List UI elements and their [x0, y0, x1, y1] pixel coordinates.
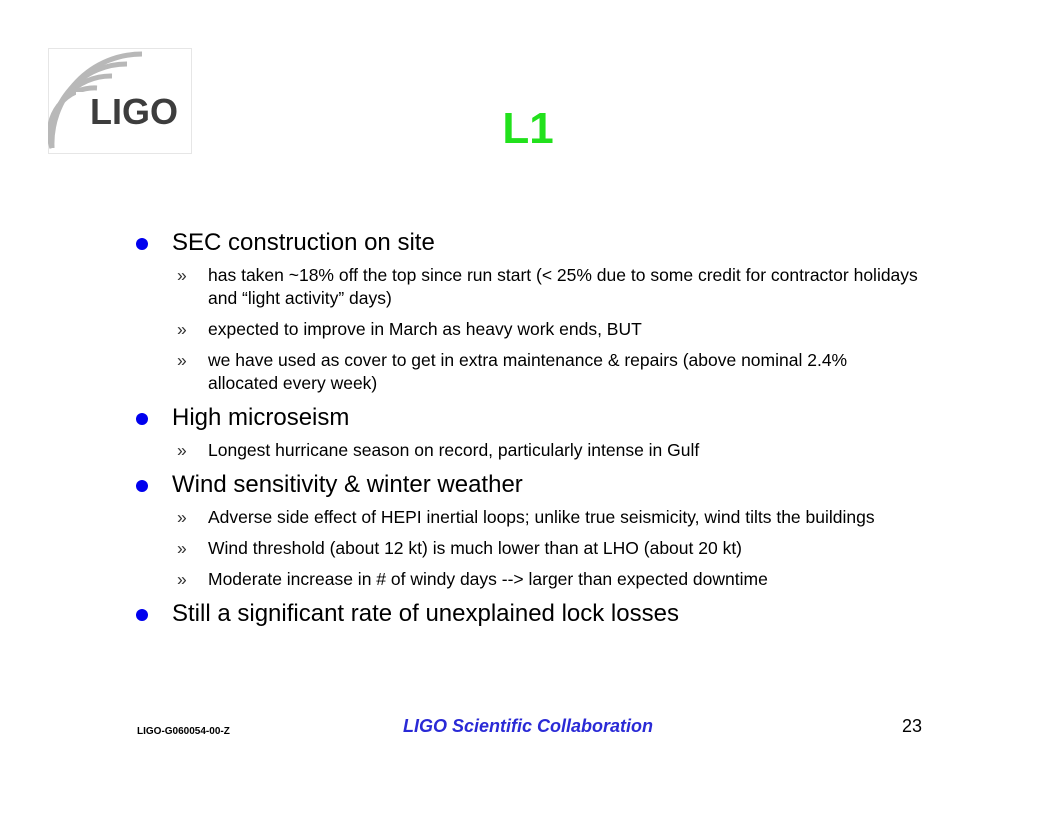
bullet-item [132, 470, 922, 500]
bullet-text: High microseism [172, 404, 350, 431]
sub-bullet-marker-icon: » [177, 319, 187, 339]
sub-bullet-text: expected to improve in March as heavy work ends, BUT [208, 319, 642, 339]
footer-collaboration: LIGO Scientific Collaboration [402, 716, 654, 736]
sub-bullet-marker-icon: » [177, 350, 187, 370]
document-id: LIGO-G060054-00-Z [137, 726, 230, 737]
sub-bullet-item [177, 318, 922, 341]
sub-bullet-text: Adverse side effect of HEPI inertial loops; unlike true seismicity, wind tilts the buildings [208, 507, 875, 527]
sub-bullet-item [177, 439, 922, 462]
bullet-group [132, 228, 922, 395]
sub-bullet-item [177, 568, 922, 591]
bullet-dot-icon [136, 238, 148, 250]
page-number: 23 [902, 716, 923, 736]
sub-bullet-item [177, 349, 922, 395]
logo-text: LIGO [90, 91, 178, 132]
sub-bullet-item [177, 506, 922, 529]
sub-bullet-item [177, 537, 922, 560]
sub-bullet-marker-icon: » [177, 538, 187, 558]
bullet-dot-icon [136, 413, 148, 425]
bullet-dot-icon [136, 480, 148, 492]
bullet-list [132, 228, 922, 635]
sub-bullet-list [132, 439, 922, 462]
sub-bullet-text: has taken ~18% off the top since run start (< 25% due to some credit for contractor holidays and “light activity” days) [208, 265, 918, 308]
sub-bullet-marker-icon: » [177, 440, 187, 460]
sub-bullet-text: we have used as cover to get in extra maintenance & repairs (above nominal 2.4% allocated every week) [208, 350, 848, 393]
bullet-text: Still a significant rate of unexplained lock losses [172, 600, 679, 627]
sub-bullet-list [132, 264, 922, 395]
sub-bullet-item [177, 264, 922, 310]
bullet-dot-icon [136, 609, 148, 621]
sub-bullet-text: Longest hurricane season on record, particularly intense in Gulf [208, 440, 700, 460]
bullet-item [132, 403, 922, 433]
sub-bullet-text: Moderate increase in # of windy days --> larger than expected downtime [208, 569, 768, 589]
bullet-text: SEC construction on site [172, 229, 435, 256]
sub-bullet-list [132, 506, 922, 591]
bullet-item [132, 228, 922, 258]
sub-bullet-marker-icon: » [177, 265, 187, 285]
bullet-group [132, 599, 922, 629]
bullet-text: Wind sensitivity & winter weather [172, 471, 523, 498]
slide-title: L1 [502, 104, 554, 153]
sub-bullet-marker-icon: » [177, 507, 187, 527]
bullet-group [132, 470, 922, 591]
bullet-item [132, 599, 922, 629]
bullet-group [132, 403, 922, 462]
sub-bullet-text: Wind threshold (about 12 kt) is much lower than at LHO (about 20 kt) [208, 538, 743, 558]
sub-bullet-marker-icon: » [177, 569, 187, 589]
